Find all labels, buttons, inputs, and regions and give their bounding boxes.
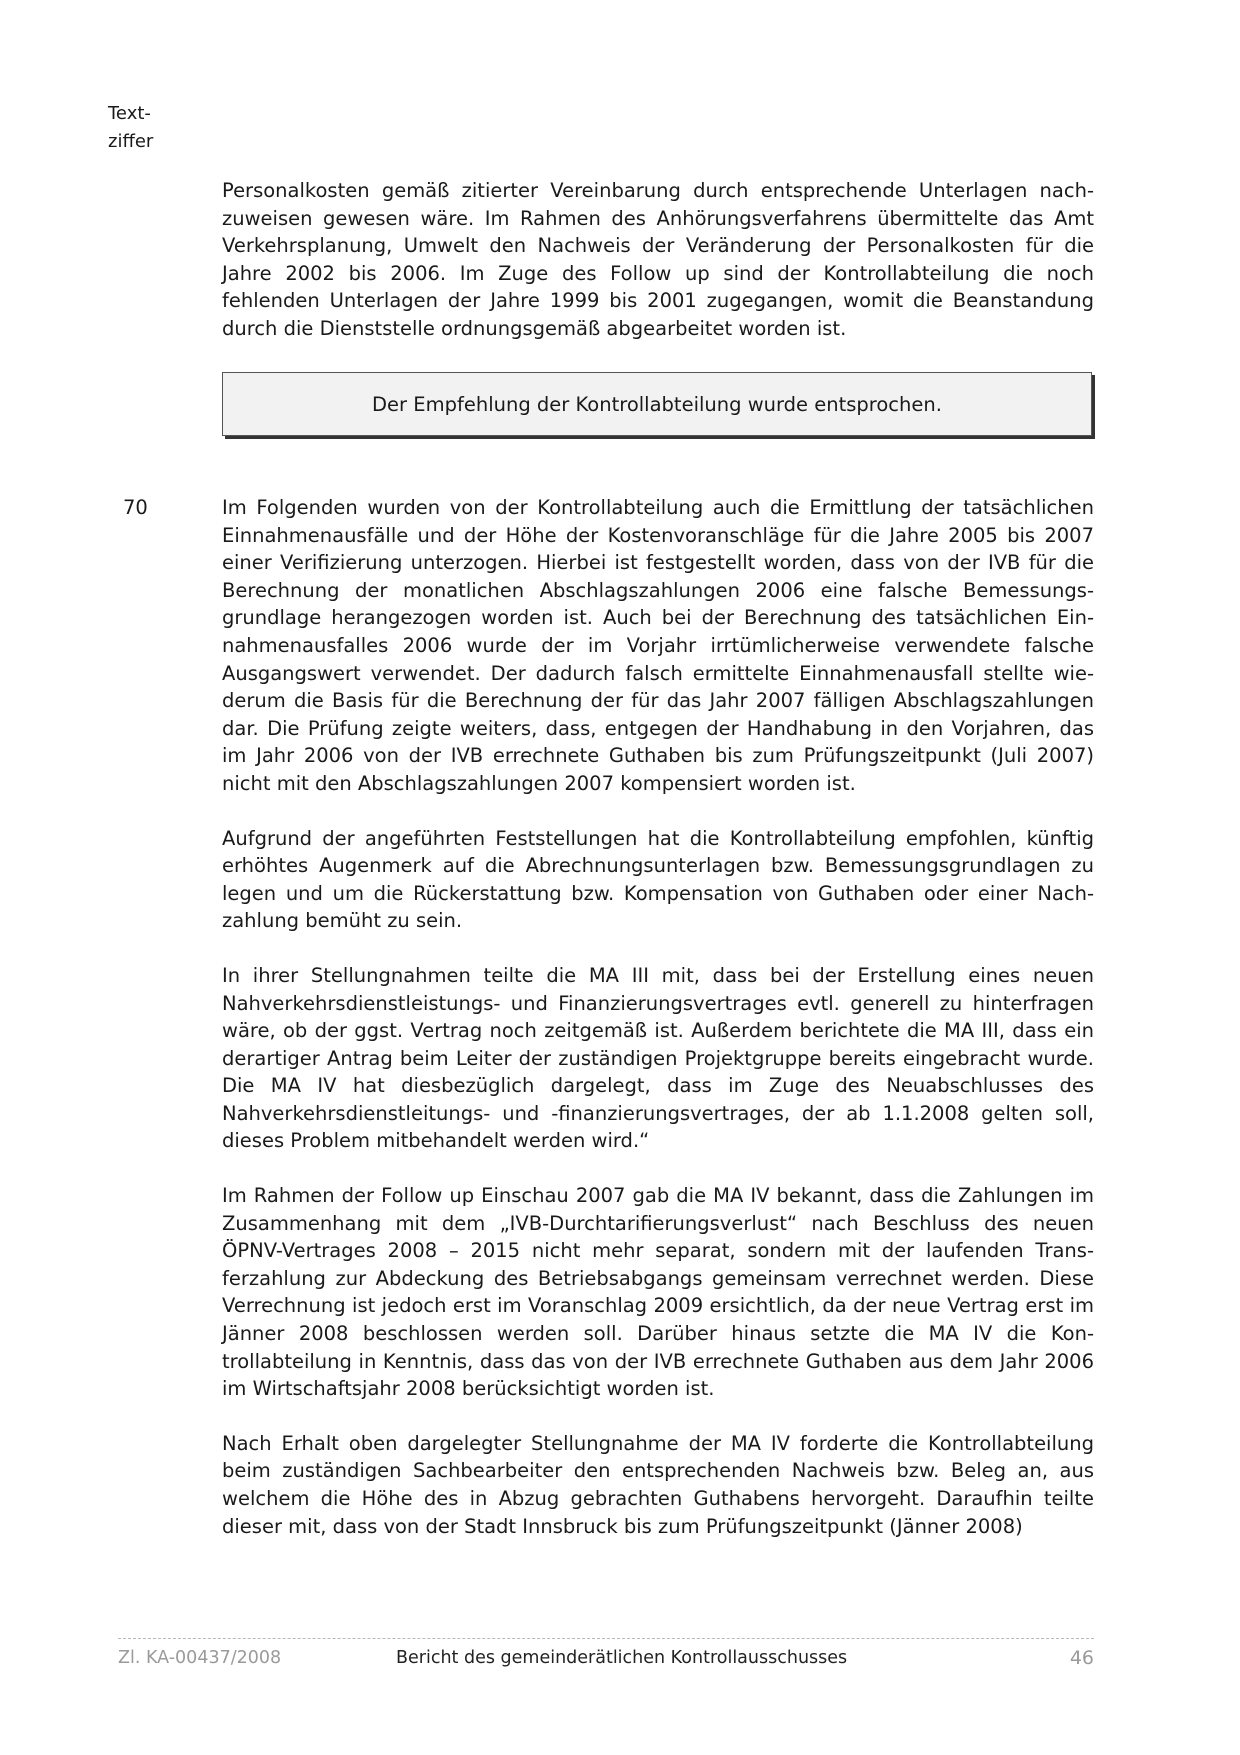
recommendation-box xyxy=(222,372,1092,436)
margin-label xyxy=(108,100,153,156)
page-number: 46 xyxy=(1069,1647,1094,1669)
footer-reference: Zl. KA-00437/2008 xyxy=(118,1648,282,1668)
body-paragraph-3: In ihrer Stellungnahmen teilte die MA III mit, dass bei der Erstellung eines neuen Nahverkehrsdienstleistungs- und Finanzierungsvertrages evtl. generell zu hinterfragen wäre, ob der ggst. Vertrag noch zeitgemäß ist. Außerdem berichtete die MA III, dass ein derartiger Antrag beim Leiter der zuständigen Projektgruppe bereits eingebracht wurde. Die MA IV hat diesbezüglich dargelegt, dass im Zuge des Neuabschlusses des Nahverkehrsdienstleitungs- und -finanzierungsvertrages, der ab 1.1.2008 gelten soll, dieses Problem mitbehandelt werden wird.“ xyxy=(222,963,1094,1153)
footer-title: Bericht des gemeinderätlichen Kontrollausschusses xyxy=(396,1648,848,1668)
footer-divider xyxy=(118,1638,1094,1639)
intro-paragraph: Personalkosten gemäß zitierter Vereinbarung durch entsprechende Unterlagen nachzuweisen gewesen wäre. Im Rahmen des Anhörungsverfahrens übermittelte das Amt Verkehrsplanung, Umwelt den Nachweis der Veränderung der Personalkosten für die Jahre 2002 bis 2006. Im Zuge des Follow up sind der Kontrollabteilung die noch fehlenden Unterlagen der Jahre 1999 bis 2001 zugegangen, womit die Beanstandung durch die Dienststelle ordnungsgemäß abgearbeitet worden ist. xyxy=(222,179,1094,340)
intro-section xyxy=(222,177,1094,370)
body-paragraph-5: Nach Erhalt oben dargelegter Stellungnahme der MA IV forderte die Kontrollabteilung beim zuständigen Sachbearbeiter den entsprechenden Nachweis bzw. Beleg an, aus welchem die Höhe des in Abzug gebrachten Guthabens hervorgeht. Daraufhin teilte dieser mit, dass von der Stadt Innsbruck bis zum Prüfungszeitpunkt (Jänner 2008) xyxy=(222,1431,1094,1538)
recommendation-text: Der Empfehlung der Kontrollabteilung wurde entsprochen. xyxy=(372,392,942,416)
margin-label-line-1: Text- xyxy=(108,103,151,124)
margin-label-line-2: ziffer xyxy=(108,131,154,152)
body-paragraph-1: Im Folgenden wurden von der Kontrollabteilung auch die Ermittlung der tatsächlichen Einnahmenausfälle und der Höhe der Kostenvoranschläge für die Jahre 2005 bis 2007 einer Verifizierung unterzogen. Hierbei ist festgestellt worden, dass von der IVB für die Berechnung der monatlichen Abschlagszahlungen 2006 eine falsche Bemessungsgrundlage herangezogen worden ist. Auch bei der Berechnung des tatsächlichen Einnahmenausfalles 2006 wurde der im Vorjahr irrtümlicherweise verwendete falsche Ausgangswert verwendet. Der dadurch falsch ermittelte Einnahmenausfall stellte wiederum die Basis für die Berechnung der für das Jahr 2007 fälligen Abschlagszahlungen dar. Die Prüfung zeigte weiters, dass, entgegen der Handhabung in den Vorjahren, das im Jahr 2006 von der IVB errechnete Guthaben bis zum Prüfungszeitpunkt (Juli 2007) nicht mit den Abschlagszahlungen 2007 kompensiert worden ist. xyxy=(222,496,1094,795)
paragraph-number: 70 xyxy=(123,496,148,519)
body-paragraph-4: Im Rahmen der Follow up Einschau 2007 gab die MA IV bekannt, dass die Zahlungen im Zusammenhang mit dem „IVB-Durchtarifierungsverlust“ nach Beschluss des neuen ÖPNV-Vertrages 2008 – 2015 nicht mehr separat, sondern mit der laufenden Transferzahlung zur Abdeckung des Betriebsabgangs gemeinsam verrechnet werden. Diese Verrechnung ist jedoch erst im Voranschlag 2009 ersichtlich, da der neue Vertrag erst im Jänner 2008 beschlossen werden soll. Darüber hinaus setzte die MA IV die Kontrollabteilung in Kenntnis, dass das von der IVB errechnete Guthaben aus dem Jahr 2006 im Wirtschaftsjahr 2008 berücksichtigt worden ist. xyxy=(222,1184,1094,1401)
section-70-body xyxy=(222,494,1094,1567)
body-paragraph-2: Aufgrund der angeführten Feststellungen hat die Kontrollabteilung empfohlen, künftig erhöhtes Augenmerk auf die Abrechnungsunterlagen bzw. Bemessungsgrundlagen zu legen und um die Rückerstattung bzw. Kompensation von Guthaben oder einer Nachzahlung bemüht zu sein. xyxy=(222,826,1094,933)
